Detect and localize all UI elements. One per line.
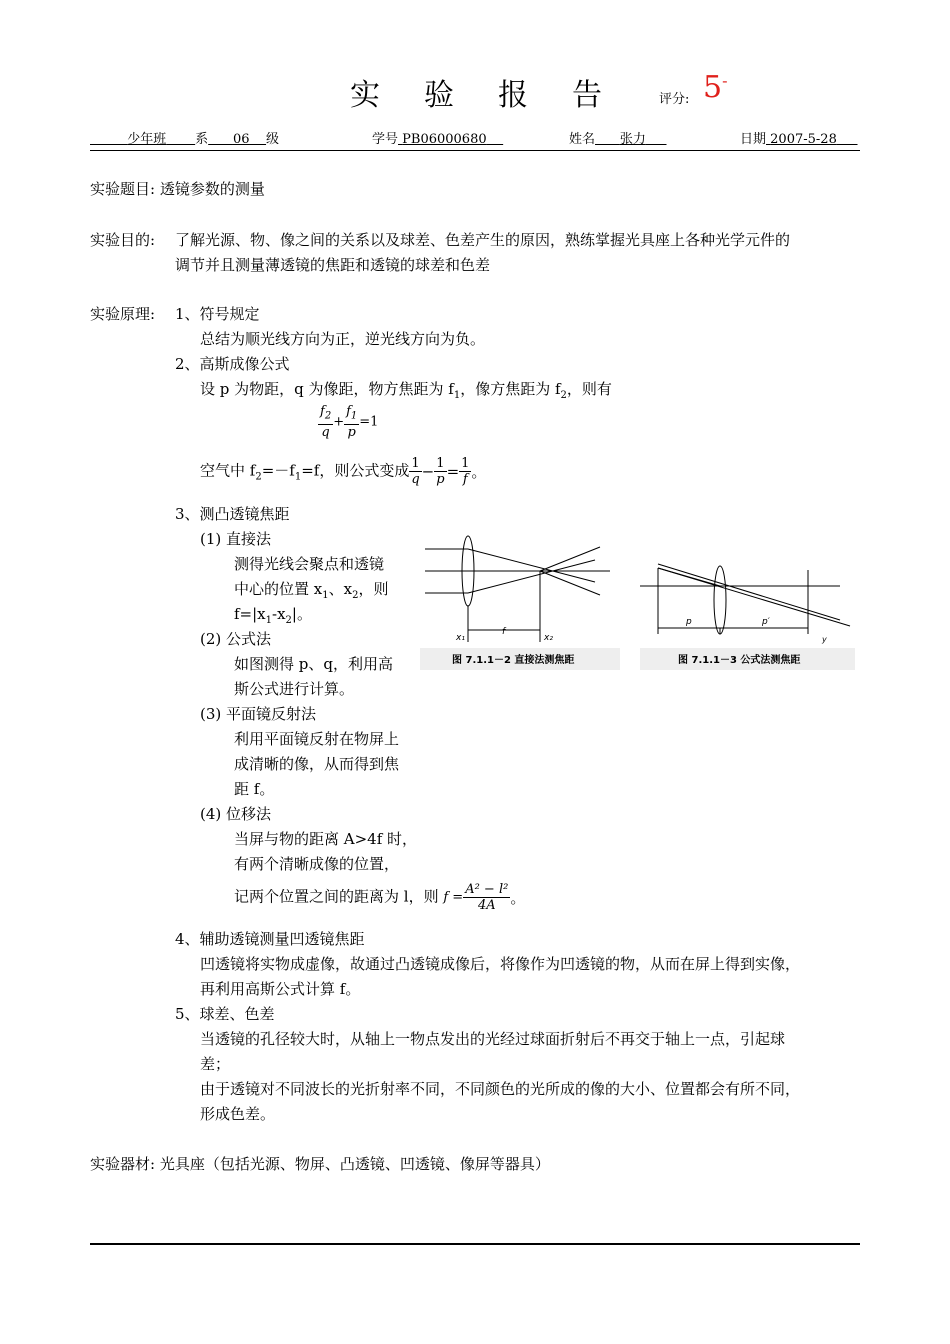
method-1-line-2	[234, 578, 388, 601]
topic-row	[90, 178, 265, 199]
method-4-title: (4) 位移法	[200, 805, 272, 823]
sub: 2	[285, 615, 292, 626]
method-2-title: (2) 公式法	[200, 630, 272, 648]
sub: 2	[352, 590, 359, 601]
section-5-line-4: 形成色差。	[200, 1105, 276, 1123]
ray-line	[540, 547, 600, 571]
m1-l2: 中心的位置 x	[234, 580, 323, 598]
method-2-line-2: 斯公式进行计算。	[234, 680, 355, 698]
gauss-formula	[318, 404, 378, 440]
topic-label: 实验题目:	[90, 180, 156, 198]
minus-sign: −	[421, 462, 435, 481]
purpose-line-1: 了解光源、物、像之间的关系以及球差、色差产生的原因，熟练掌握光具座上各种光学元件的	[175, 231, 791, 249]
section-5-title: 5、球差、色差	[175, 1005, 275, 1023]
fraction-1-q: $\frac{1}{q}$	[411, 456, 420, 487]
equipment-label: 实验器材:	[90, 1155, 156, 1173]
fraction-1-f: $\frac{1}{f}$	[461, 456, 470, 487]
fraction-f1-p: $\frac{f_1}{p}$	[346, 404, 358, 440]
section-4-line-2: 再利用高斯公式计算 f。	[200, 980, 361, 998]
m1-l2c: ，则	[358, 580, 389, 598]
method-4-line-2: 有两个清晰成像的位置，	[234, 855, 400, 873]
section-4-line-1: 凹透镜将实物成虚像，故通过凸透镜成像后，将像作为凹透镜的物，从而在屏上得到实像，	[200, 955, 801, 973]
report-title	[350, 70, 602, 114]
sub: 2	[560, 390, 567, 401]
section-2-title: 2、高斯成像公式	[175, 355, 290, 373]
name-field	[569, 128, 667, 147]
equipment-row	[90, 1153, 550, 1174]
date-underline	[766, 132, 858, 147]
method-1-line-3	[234, 603, 312, 626]
method-3-line-1: 利用平面镜反射在物屏上	[234, 730, 400, 748]
ray-line	[540, 571, 600, 595]
grade-label: 级	[266, 132, 280, 147]
title-char: 验	[424, 78, 454, 113]
score-label: 评分:	[659, 92, 690, 107]
fraction-1-p: $\frac{1}{p}$	[436, 456, 445, 487]
section-2-text	[200, 378, 612, 401]
dept-label: 系	[195, 132, 209, 147]
disp-f: f =	[443, 890, 464, 905]
m1-l3: f=|x	[234, 605, 266, 623]
section-1-text: 总结为顺光线方向为正，逆光线方向为负。	[200, 330, 486, 348]
lens	[714, 566, 726, 634]
date-label: 日期	[740, 132, 767, 147]
sub: 1	[453, 390, 461, 401]
title-char: 报	[498, 78, 528, 113]
fraction-displacement: $\frac{\text{A² − l²}}{4A}$	[465, 882, 509, 913]
score-value	[703, 70, 728, 105]
period: 。	[471, 463, 487, 481]
footer-divider	[90, 1243, 860, 1245]
class-name: 少年班	[127, 132, 167, 147]
m1-l2b: 、x	[328, 580, 353, 598]
score-suffix: -	[722, 71, 728, 90]
s2-text-c: ，则有	[566, 380, 612, 398]
title-char: 告	[572, 78, 602, 113]
date-field	[740, 128, 858, 147]
section-5-line-2: 差；	[200, 1055, 231, 1073]
score-digit: 5	[703, 70, 723, 105]
ray-line	[658, 568, 720, 586]
method-4-line-3	[234, 882, 525, 913]
purpose-line-2: 调节并且测量薄透镜的焦距和透镜的球差和色差	[175, 256, 491, 274]
ray-line	[658, 564, 840, 620]
plus-sign: +	[333, 414, 345, 430]
ray-line	[468, 549, 595, 582]
method-4-line-1: 当屏与物的距离 A>4f 时，	[234, 830, 418, 848]
method-1-line-1: 测得光线会聚点和透镜	[234, 555, 385, 573]
topic-text: 透镜参数的测量	[159, 180, 265, 198]
method-1-title: (1) 直接法	[200, 530, 272, 548]
method-3-line-2: 成清晰的像，从而得到焦	[234, 755, 400, 773]
purpose-label: 实验目的:	[90, 231, 156, 249]
fig2-caption: 图 7.1.1－3 公式法测焦距	[678, 655, 801, 666]
method-2-line-1: 如图测得 p、q，利用高	[234, 655, 393, 673]
m4-l3: 记两个位置之间的距离为 l，则	[234, 887, 439, 906]
fig1-x2: x₂	[544, 633, 553, 643]
air-text-b: =－f	[261, 461, 295, 480]
figure-formula-method	[640, 530, 855, 670]
title-char: 实	[350, 78, 380, 113]
header-divider	[90, 150, 860, 151]
dept-value: 06	[232, 132, 250, 147]
equals-sign: =	[446, 462, 460, 481]
student-id-value: PB06000680	[402, 132, 487, 147]
fig2-p: p	[686, 617, 692, 627]
sub: 1	[265, 615, 273, 626]
air-formula-line	[200, 456, 486, 487]
fig1-f: f	[502, 627, 506, 637]
air-text-a: 空气中 f	[200, 461, 256, 480]
equipment-text: 光具座（包括光源、物屏、凸透镜、凹透镜、像屏等器具）	[159, 1155, 550, 1173]
dept-field	[208, 132, 266, 147]
student-id-underline	[398, 132, 503, 147]
m1-l3c: |。	[291, 605, 312, 623]
fig2-pp: p′	[762, 617, 770, 627]
sub: 1	[322, 590, 329, 601]
principle-label: 实验原理:	[90, 305, 156, 323]
name-label: 姓名	[569, 132, 596, 147]
fig2-y: y	[822, 635, 827, 644]
method-3-title: (3) 平面镜反射法	[200, 705, 317, 723]
fig1-caption: 图 7.1.1－2 直接法测焦距	[452, 655, 575, 666]
ray-line	[468, 560, 595, 593]
section-5-line-1: 当透镜的孔径较大时，从轴上一物点发出的光经过球面折射后不再交于轴上一点，引起球	[200, 1030, 786, 1048]
date-value: 2007-5-28	[770, 132, 837, 147]
sub: 1	[294, 471, 302, 483]
fraction-f2-q: $\frac{f_2}{q}$	[320, 404, 332, 440]
air-text-c: =f，则公式变成	[301, 461, 410, 480]
m1-l3b: -x	[272, 605, 286, 623]
equals-one: =1	[359, 414, 379, 430]
s2-text-a: 设 p 为物距，q 为像距，物方焦距为 f	[200, 380, 454, 398]
student-id-field	[372, 128, 503, 147]
section-3-title: 3、测凸透镜焦距	[175, 505, 290, 523]
s2-text-b: ，像方焦距为 f	[460, 380, 561, 398]
method-3-line-3: 距 f。	[234, 780, 275, 798]
section-1-title: 1、符号规定	[175, 305, 260, 323]
student-id-label: 学号	[372, 132, 399, 147]
class-field	[90, 132, 195, 147]
section-5-line-3: 由于透镜对不同波长的光折射率不同，不同颜色的光所成的像的大小、位置都会有所不同，	[200, 1080, 801, 1098]
name-underline	[595, 132, 666, 147]
sub: 2	[255, 471, 262, 483]
section-4-title: 4、辅助透镜测量凹透镜焦距	[175, 930, 365, 948]
period: 。	[510, 889, 526, 907]
fig1-x1: x₁	[456, 633, 465, 643]
name-value: 张力	[619, 132, 646, 147]
figure-direct-method	[420, 530, 620, 670]
